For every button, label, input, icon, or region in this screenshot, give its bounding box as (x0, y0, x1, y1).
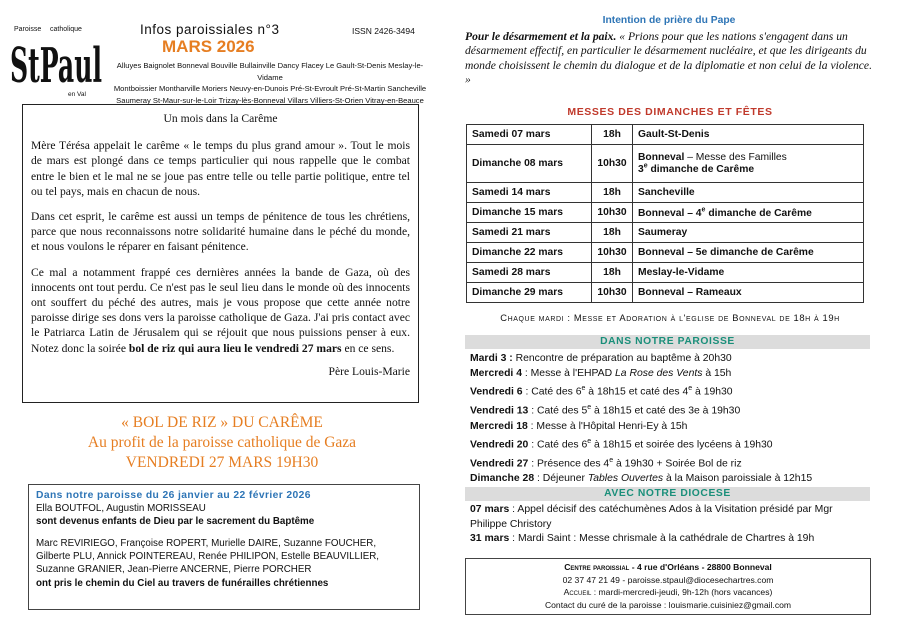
contact-phone-mail: 02 37 47 21 49 - paroisse.stpaul@diocesechartres.com (562, 574, 774, 585)
village-line: Saumeray St-Maur-sur-le-Loir Trizay-lès-Bonneval Villars Villiers-St-Orien Vitray-en-Beauce (116, 95, 424, 105)
baptised-names: Ella BOUTFOL, Augustin MORISSEAU (36, 503, 206, 515)
mass-place: Bonneval – Messe des Familles 3e dimanche de Carême (633, 145, 864, 183)
table-row (467, 125, 864, 145)
village-line: Montboissier Montharville Moriers Neuvy-en-Dunois Pré-St-Evroult Pré-St-Martin Sancheville (113, 84, 427, 94)
list-item: Mercredi 18 : Messe à l'Hôpital Henri-Ey à 15h (470, 420, 688, 432)
editorial-text: en ce sens. (341, 341, 395, 355)
table-row (467, 183, 864, 203)
editorial-box (22, 104, 419, 403)
village-line: Alluyes Baignolet Bonneval Bouville Bullainville Dancy Flacey Le Gault-St-Denis Meslay-le-Vidame (116, 61, 424, 82)
list-item: 07 mars : Appel décisif des catéchumènes Ados à la Visitation présidé par Mgr Philippe Christory (470, 504, 833, 530)
parish-records-box (28, 484, 420, 610)
mass-time: 10h30 (592, 203, 633, 223)
mass-place: Bonneval – Rameaux (633, 283, 864, 303)
mass-day: Samedi 28 mars (467, 263, 592, 283)
paroisse-event-list (470, 351, 875, 487)
bulletin-month: MARS 2026 (162, 37, 255, 56)
mass-place: Saumeray (633, 223, 864, 243)
list-item: Mercredi 4 : Messe à l'EHPAD La Rose des Vents à 15h (470, 368, 732, 380)
list-item: Vendredi 27 : Présence des 4e à 19h30 + Soirée Bol de riz (470, 456, 742, 470)
funeral-names: Marc REVIRIEGO, Françoise ROPERT, Murielle DAIRE, Suzanne FOUCHER, Gilberte PLU, Annick POINTEREAU, Renée PHILIPON, Estelle BEAUVILLIER, Suzanne GRANIER, Jean-Pierre ANCERNE, Pierre PORCHER (36, 538, 380, 576)
editorial-paragraph: Dans cet esprit, le carême est aussi un temps de pénitence de tous les chrétiens, parce que nous reconnaissons notre solidarité humaine dans le péché du monde, et nous voulons le réparer en faisant pénitence. (31, 210, 410, 254)
mass-place: Sancheville (633, 183, 864, 203)
mass-day: Dimanche 22 mars (467, 243, 592, 263)
mass-place: Bonneval – 4e dimanche de Carême (633, 203, 864, 223)
intention-body: « Prions pour que les nations s'engagent dans un désarmement effectif, en particulier le désarmement nucléaire, et que les dirigeants du monde choisissent le chemin du dialogue et de la diplomatie et non celui de la violence. » (465, 30, 872, 87)
table-row (467, 263, 864, 283)
mass-day: Samedi 07 mars (467, 125, 592, 145)
riz-line-cause: Au profit de la paroisse catholique de Gaza (87, 434, 357, 451)
list-item: 31 mars : Mardi Saint : Messe chrismale à la cathédrale de Chartres à 19h (470, 533, 815, 545)
editorial-highlight: bol de riz qui aura lieu le vendredi 27 mars (128, 341, 342, 355)
baptised-note: sont devenus enfants de Dieu par le sacrement du Baptême (36, 516, 315, 528)
tuesday-adoration-note: Chaque mardi : Messe et Adoration à l'eglise de Bonneval de 18h à 19h (500, 312, 840, 323)
mass-time: 18h (592, 223, 633, 243)
contact-box (465, 558, 871, 615)
mass-time: 10h30 (592, 283, 633, 303)
list-item: Mardi 3 : Rencontre de préparation au baptême à 20h30 (470, 353, 732, 364)
mass-place: Gault-St-Denis (633, 125, 864, 145)
logo-word-paroisse: Paroisse (14, 26, 42, 33)
diocese-event-list (470, 503, 870, 547)
mass-time: 18h (592, 183, 633, 203)
editorial-title: Un mois dans la Carême (163, 112, 278, 125)
table-row (467, 223, 864, 243)
logo-sub: en Val (68, 91, 86, 98)
list-item: Vendredi 20 : Caté des 6e à 18h15 et soirée des lycéens à 19h30 (470, 437, 773, 451)
contact-cure: Contact du curé de la paroisse : louismarie.cuisiniez@gmail.com (544, 599, 792, 610)
mass-day: Dimanche 15 mars (467, 203, 592, 223)
editorial-signature: Père Louis-Marie (328, 364, 410, 378)
issn-number: ISSN 2426-3494 (352, 26, 415, 36)
mass-place: Bonneval – 5e dimanche de Carême (633, 243, 864, 263)
list-item: Dimanche 28 : Déjeuner Tables Ouvertes à la Maison paroissiale à 12h15 (470, 473, 813, 485)
logo-name: StPaul (10, 38, 102, 94)
contact-hours: Accueil : mardi-mercredi-jeudi, 9h-12h (hors vacances) (563, 587, 773, 598)
bulletin-title: Infos paroissiales n°3 (140, 22, 280, 37)
mass-place: Meslay-le-Vidame (633, 263, 864, 283)
riz-line-date: VENDREDI 27 MARS 19H30 (125, 454, 319, 471)
funeral-note: ont pris le chemin du Ciel au travers de funérailles chrétiennes (36, 577, 329, 589)
mass-day: Dimanche 08 mars (467, 145, 592, 183)
records-title: Dans notre paroisse du 26 janvier au 22 février 2026 (36, 490, 311, 501)
intention-lead: Pour le désarmement et la paix. (465, 30, 617, 43)
table-row (467, 283, 864, 303)
list-item: Vendredi 6 : Caté des 6e à 18h15 et caté des 4e à 19h30 (470, 385, 733, 398)
table-row (467, 243, 864, 263)
bol-de-riz-announcement (40, 413, 404, 473)
riz-line-title: « BOL DE RIZ » DU CARÊME (121, 414, 323, 431)
table-row (467, 203, 864, 223)
logo-word-catholique: catholique (50, 26, 82, 33)
mass-time: 18h (592, 125, 633, 145)
parish-logo (10, 22, 102, 100)
pope-intention-title: Intention de prière du Pape (602, 15, 736, 26)
mass-day: Dimanche 29 mars (467, 283, 592, 303)
table-row (467, 145, 864, 183)
editorial-paragraph (31, 265, 410, 356)
masses-title: MESSES DES DIMANCHES ET FÊTES (567, 106, 773, 118)
contact-address: Centre paroissial - 4 rue d'Orléans - 28800 Bonneval (564, 562, 772, 572)
village-list (110, 60, 430, 106)
list-item: Vendredi 13 : Caté des 5e à 18h15 et caté des 3e à 19h30 (470, 404, 741, 417)
editorial-paragraph: Mère Térésa appelait le carême « le temps du plus grand amour ». Tout le mois de mars est plongé dans ce temps particulier qui nous rappelle que le combat entre le bien et le mal ne se joue pas entre telle ou telle partie politique, entre tel ou tel pays, mais en chacun de nous. (31, 139, 410, 198)
mass-schedule-table (466, 124, 864, 303)
mass-time: 10h30 (592, 243, 633, 263)
diocese-section-header: AVEC NOTRE DIOCESE (465, 487, 870, 501)
mass-time: 10h30 (592, 145, 633, 183)
editorial-text: Ce mal a notamment frappé ces dernières années la bande de Gaza, où des innocents ont tout perdu. Ce n'est pas le seul lieu dans le monde où des innocents ont souffert du péché des autres, mais je vous propose que cette année notre paroisse dirige ses dons vers la paroisse catholique de Gaza. J'ai pris contact avec le Patriarca Latin de Jérusalem qui se réjouit que nous puissions penser à eux. Notez donc la soirée (31, 265, 410, 355)
paroisse-section-header: DANS NOTRE PAROISSE (465, 335, 870, 349)
mass-day: Samedi 14 mars (467, 183, 592, 203)
mass-day: Samedi 21 mars (467, 223, 592, 243)
mass-time: 18h (592, 263, 633, 283)
pope-intention-text (465, 30, 875, 88)
